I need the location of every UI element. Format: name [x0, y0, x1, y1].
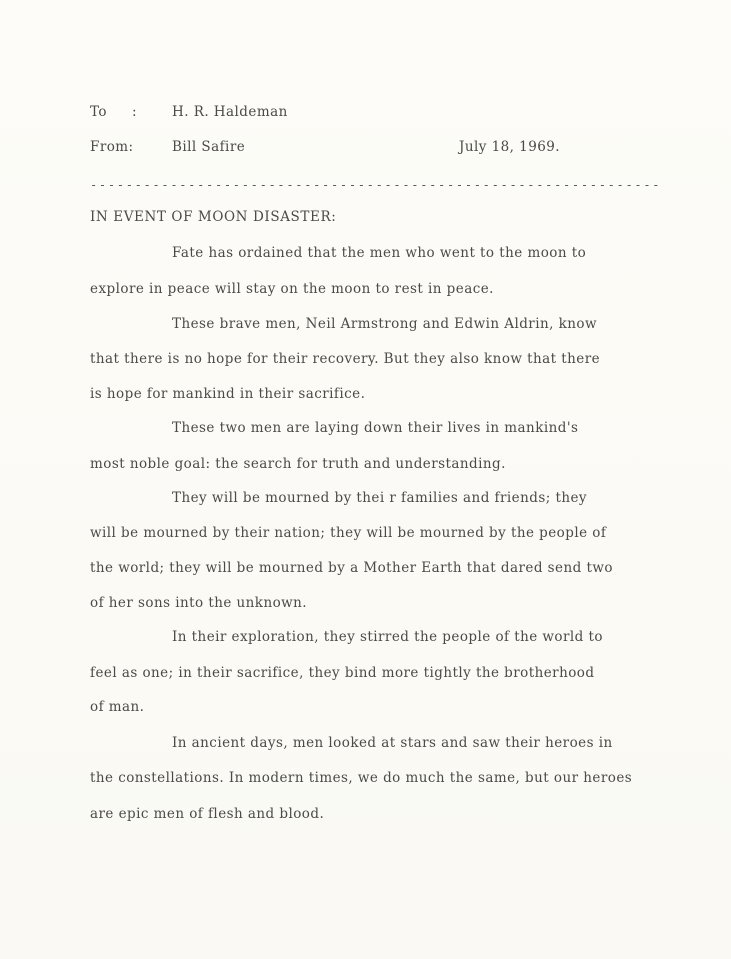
- body-line: In ancient days, men looked at stars and saw their heroes in: [172, 735, 613, 751]
- body-line: most noble goal: the search for truth and understanding.: [90, 456, 506, 472]
- body-line: They will be mourned by thei r families and friends; they: [172, 490, 587, 506]
- body-line: feel as one; in their sacrifice, they bind more tightly the brotherhood: [90, 665, 595, 681]
- memo-date: July 18, 1969.: [459, 139, 561, 155]
- body-line: of her sons into the unknown.: [90, 595, 308, 611]
- body-line: the constellations. In modern times, we do much the same, but our heroes: [90, 770, 633, 786]
- memo-heading: IN EVENT OF MOON DISASTER:: [90, 209, 337, 225]
- to-label: To: [90, 104, 107, 120]
- body-line: Fate has ordained that the men who went to the moon to: [172, 245, 587, 261]
- from-sender: Bill Safire: [172, 139, 246, 155]
- to-separator: :: [132, 104, 137, 120]
- body-line: that there is no hope for their recovery. But they also know that there: [90, 351, 601, 367]
- body-line: of man.: [90, 699, 145, 715]
- body-line: is hope for mankind in their sacrifice.: [90, 386, 366, 402]
- body-line: will be mourned by their nation; they will be mourned by the people of: [90, 525, 607, 541]
- body-line: These brave men, Neil Armstrong and Edwin Aldrin, know: [172, 316, 597, 332]
- body-line: These two men are laying down their lives in mankind's: [172, 420, 579, 436]
- body-line: the world; they will be mourned by a Mother Earth that dared send two: [90, 560, 613, 576]
- divider-line: ----------------------------------------------------------------: [90, 178, 662, 192]
- body-line: In their exploration, they stirred the people of the world to: [172, 629, 603, 645]
- body-line: are epic men of flesh and blood.: [90, 806, 325, 822]
- body-line: explore in peace will stay on the moon to rest in peace.: [90, 281, 494, 297]
- from-label: From:: [90, 139, 134, 155]
- to-recipient: H. R. Haldeman: [172, 104, 288, 120]
